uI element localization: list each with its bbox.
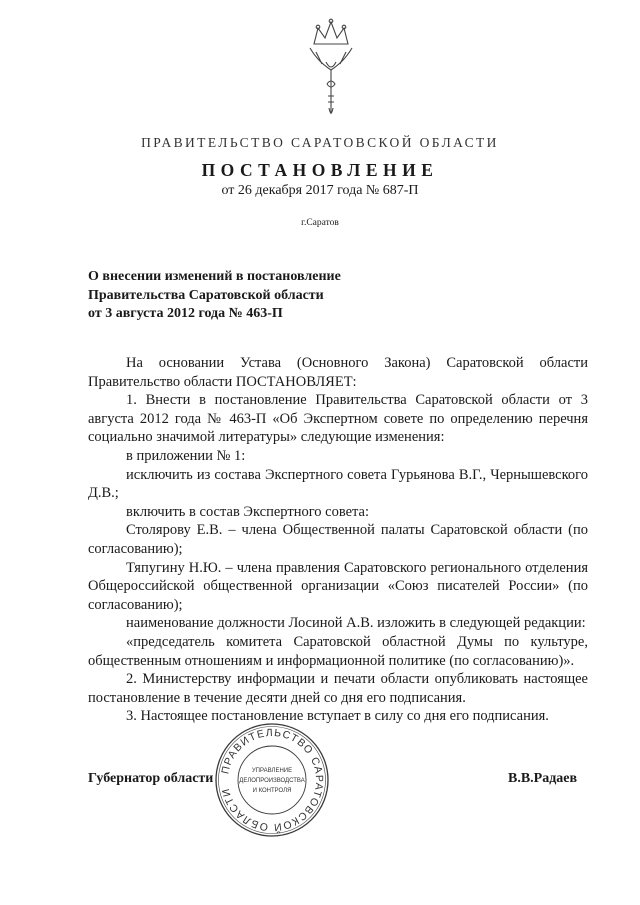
paragraph: Тяпугину Н.Ю. – члена правления Саратовского регионального отделения Общероссийской общественной организации «Союз писателей России» (по согласованию); — [88, 559, 588, 613]
signatory-title: Губернатор области — [88, 771, 214, 786]
paragraph: 2. Министерству информации и печати области опубликовать настоящее постановление в течение десяти дней со дня его подписания. — [88, 671, 588, 706]
paragraph: 1. Внести в постановление Правительства Саратовской области от 3 августа 2012 года № 463-П «Об Экспертном совете по определению перечня социально значимой литературы» следующие изменения: — [88, 392, 588, 446]
paragraph: включить в состав Экспертного совета: — [126, 503, 370, 520]
subject-block — [88, 268, 408, 324]
paragraph: 3. Настоящее постановление вступает в силу со дня его подписания. — [126, 708, 549, 725]
stamp-outer-text: ПРАВИТЕЛЬСТВО САРАТОВСКОЙ ОБЛАСТИ — [219, 726, 326, 834]
paragraph: «председатель комитета Саратовской областной Думы по культуре, общественным отношениям и информационной политике (по согласованию)». — [88, 633, 588, 669]
city: г.Саратов — [301, 218, 339, 228]
document-body — [88, 354, 588, 726]
subject-line: Правительства Саратовской области — [88, 287, 324, 303]
paragraph: На основании Устава (Основного Закона) Саратовской области Правительство области ПОСТАНОВЛЯЕТ: — [88, 355, 588, 390]
stamp-inner-text: УПРАВЛЕНИЕ — [251, 768, 293, 774]
subject-line: О внесении изменений в постановление — [88, 269, 341, 284]
government-name: ПРАВИТЕЛЬСТВО САРАТОВСКОЙ ОБЛАСТИ — [141, 135, 499, 150]
paragraph: наименование должности Лосиной А.В. изложить в следующей редакции: — [126, 615, 586, 632]
stamp-inner-text: И КОНТРОЛЯ — [252, 788, 292, 794]
stamp-inner-text: ДЕЛОПРОИЗВОДСТВА — [239, 778, 305, 784]
signatory-name: В.В.Радаев — [508, 771, 578, 786]
document-type: ПОСТАНОВЛЕНИЕ — [201, 160, 439, 180]
paragraph: Столярову Е.В. – члена Общественной палаты Саратовской области (по согласованию); — [88, 522, 588, 557]
paragraph: исключить из состава Экспертного совета Гурьянова В.Г., Чернышевского Д.В.; — [88, 466, 588, 502]
coat-of-arms-icon — [296, 14, 366, 124]
subject-line: от 3 августа 2012 года № 463-П — [88, 306, 283, 321]
paragraph: в приложении № 1: — [126, 447, 246, 464]
official-stamp-icon — [212, 720, 332, 840]
date-number: от 26 декабря 2017 года № 687-П — [221, 183, 419, 198]
